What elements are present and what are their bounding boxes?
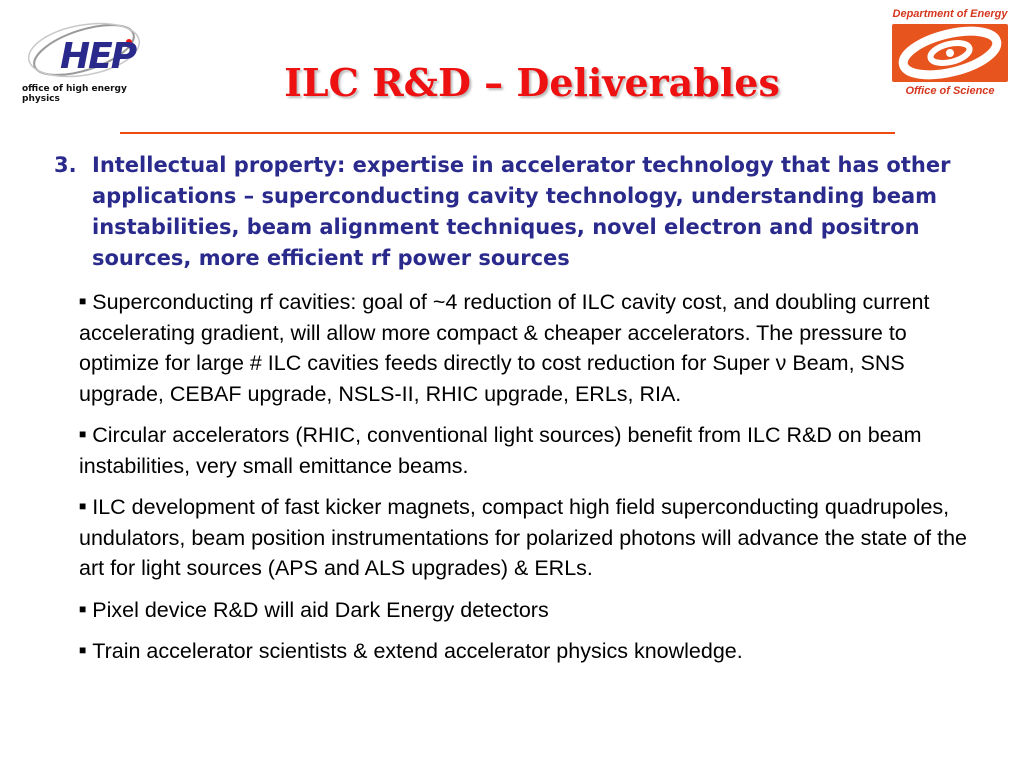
- list-item: [79, 491, 984, 584]
- item-number: 3.: [54, 153, 77, 177]
- item-text: Intellectual property: expertise in accelerator technology that has other applications – superconducting cavity technology, understanding beam instabilities, beam alignment techniques, novel electron and positron sources, more efficient rf power sources: [92, 153, 951, 270]
- list-item: [79, 594, 984, 626]
- list-item: [79, 286, 984, 409]
- bullet-text: ILC development of fast kicker magnets, compact high field superconducting quadrupoles, undulators, beam position instrumentations for polarized photons will advance the state of the art for light sources (APS and ALS upgrades) & ERLs.: [79, 495, 967, 580]
- bullet-square-icon: ■: [79, 643, 87, 657]
- hep-logo-text: HEP: [60, 36, 136, 77]
- bullet-text: Superconducting rf cavities: goal of ~4 reduction of ILC cavity cost, and doubling current accelerating gradient, will allow more compact & cheaper accelerators. The pressure to optimize for large # ILC cavities feeds directly to cost reduction for Super ν Beam, SNS upgrade, CEBAF upgrade, NSLS-II, RHIC upgrade, ERLs, RIA.: [79, 290, 930, 406]
- page-title: ILC R&D – Deliverables: [284, 60, 780, 105]
- bullet-text: Circular accelerators (RHIC, conventional light sources) benefit from ILC R&D on beam instabilities, very small emittance beams.: [79, 423, 922, 478]
- bullet-text: Pixel device R&D will aid Dark Energy detectors: [92, 597, 549, 622]
- list-item: [79, 419, 984, 481]
- doe-bottom-text: Office of Science: [905, 85, 995, 97]
- doe-top-text: Department of Energy: [892, 8, 1008, 20]
- bullet-square-icon: ■: [79, 499, 87, 513]
- bullet-text: Train accelerator scientists & extend accelerator physics knowledge.: [92, 639, 743, 663]
- bullet-square-icon: ■: [79, 427, 87, 441]
- list-item: [79, 635, 984, 667]
- hep-subtitle: office of high energy physics: [22, 84, 127, 104]
- title-divider: [120, 132, 895, 134]
- bullet-list: [79, 286, 984, 677]
- bullet-square-icon: ■: [79, 294, 87, 308]
- numbered-item: [54, 150, 984, 274]
- bullet-square-icon: ■: [79, 601, 87, 616]
